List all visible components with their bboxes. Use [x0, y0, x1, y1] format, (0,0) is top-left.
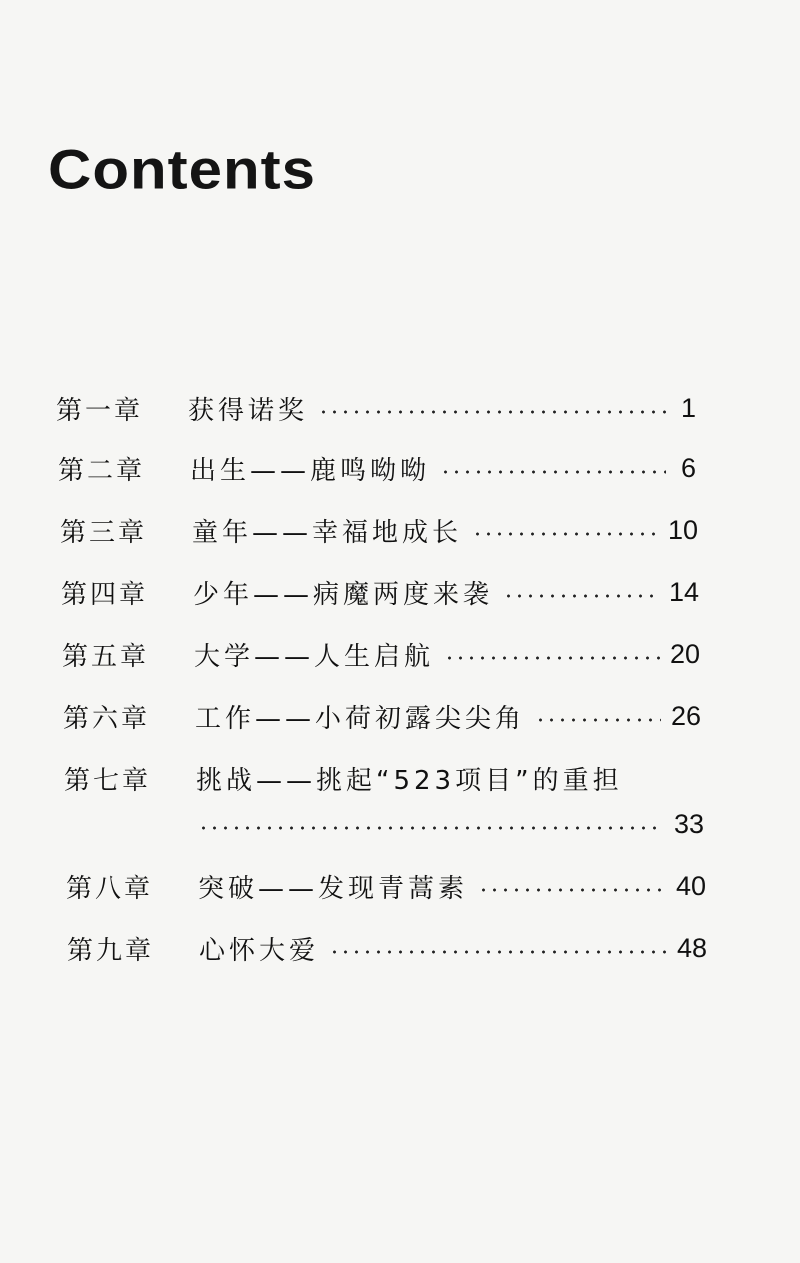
chapter-number: 第二章: [58, 455, 146, 486]
dot-leader: [198, 826, 664, 830]
chapter-title: 挑战——挑起“523项目”的重担: [196, 765, 623, 796]
chapter-number: 第七章: [64, 765, 152, 796]
chapter-title: 突破——发现青蒿素: [198, 873, 469, 904]
toc-entry-9[interactable]: [67, 926, 707, 970]
page-number: 1: [680, 392, 696, 423]
dot-leader: [478, 888, 666, 892]
chapter-title: 工作——小荷初露尖尖角: [195, 703, 526, 734]
dot-leader: [472, 532, 658, 536]
page-number: 48: [676, 932, 707, 963]
page-number: 6: [680, 452, 696, 483]
page-number: 26: [670, 700, 701, 731]
dot-leader: [535, 718, 661, 722]
dot-leader: [329, 950, 667, 954]
chapter-title: 心怀大爱: [199, 935, 320, 966]
chapter-number: 第四章: [61, 579, 149, 610]
chapter-title: 少年——病魔两度来袭: [193, 579, 494, 610]
chapter-title: 童年——幸福地成长: [192, 517, 463, 548]
toc-entry-3[interactable]: [60, 508, 698, 552]
toc-entry-8[interactable]: [66, 864, 706, 908]
chapter-number: 第八章: [66, 873, 154, 904]
toc-entry-6[interactable]: [63, 694, 701, 738]
dot-leader: [440, 470, 666, 474]
toc-entry-5[interactable]: [62, 632, 700, 676]
chapter-title: 出生——鹿鸣呦呦: [190, 455, 431, 486]
page-number: 20: [669, 638, 700, 669]
chapter-number: 第九章: [67, 935, 155, 966]
chapter-title: 大学——人生启航: [194, 641, 435, 672]
toc-entry-1[interactable]: [56, 386, 696, 430]
page-number: 33: [673, 808, 704, 839]
toc-entry-2[interactable]: [58, 446, 696, 490]
chapter-number: 第一章: [56, 395, 144, 426]
page-number: 40: [675, 870, 706, 901]
page-number: 14: [668, 576, 699, 607]
chapter-title: 获得诺奖: [188, 395, 309, 426]
toc-entry-4[interactable]: [61, 570, 699, 614]
toc-entry-7-continuation[interactable]: [198, 802, 704, 846]
page-number: 10: [667, 514, 698, 545]
chapter-number: 第三章: [60, 517, 148, 548]
chapter-number: 第五章: [62, 641, 150, 672]
dot-leader: [503, 594, 659, 598]
dot-leader: [444, 656, 660, 660]
dot-leader: [318, 410, 666, 414]
toc-entry-7[interactable]: [64, 756, 704, 800]
chapter-number: 第六章: [63, 703, 151, 734]
page-title: Contents: [48, 138, 316, 201]
